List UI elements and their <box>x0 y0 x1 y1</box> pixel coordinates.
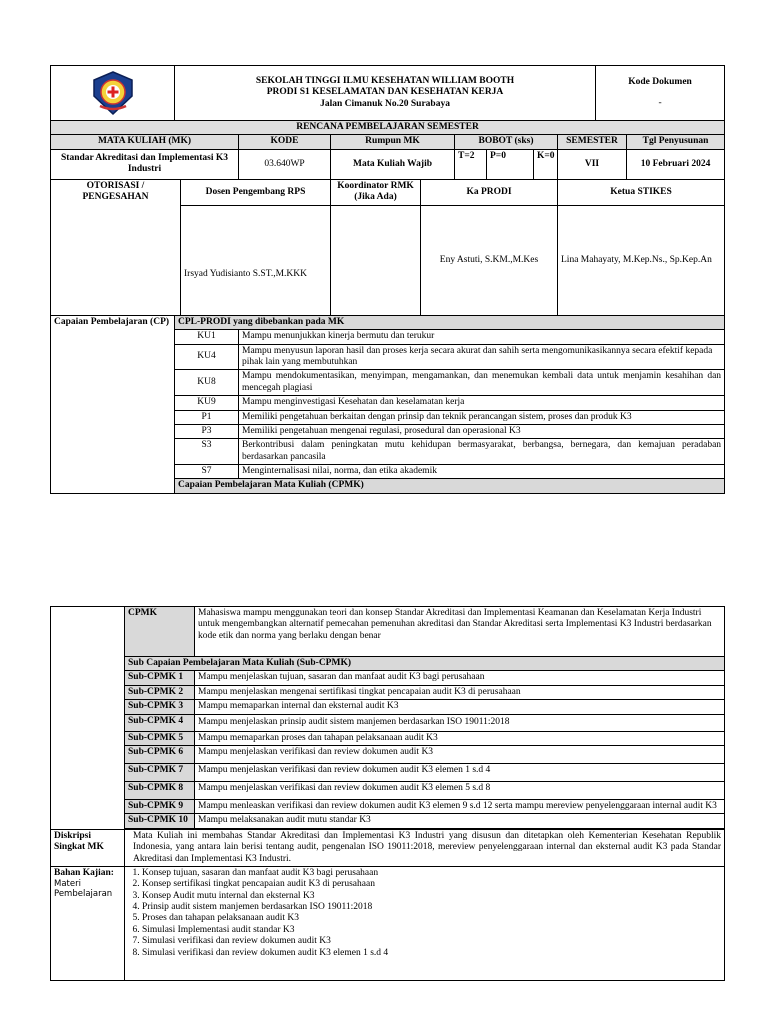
bahan-list <box>128 868 721 959</box>
cpl-code: P3 <box>175 424 239 438</box>
logo-cell <box>51 66 175 121</box>
col-rumpun: Rumpun MK <box>331 135 455 149</box>
sub-cpmk-header: Sub Capaian Pembelajaran Mata Kuliah (Sub-CPMK) <box>125 657 725 671</box>
cpl-text: Menginternalisasi nilai, norma, dan etika akademik <box>239 465 725 479</box>
dosen-label: Dosen Pengembang RPS <box>181 179 331 205</box>
cpmk-header: Capaian Pembelajaran Mata Kuliah (CPMK) <box>175 479 725 493</box>
list-item: 1. Konsep tujuan, sasaran dan manfaat audit K3 bagi perusahaan <box>142 868 721 879</box>
cp-label-continued <box>51 607 125 830</box>
col-mata-kuliah: MATA KULIAH (MK) <box>51 135 239 149</box>
bahan-list-cell <box>125 866 725 980</box>
institution-logo <box>54 67 171 119</box>
cpl-code: KU1 <box>175 330 239 344</box>
course-semester: VII <box>558 149 627 179</box>
cpmk-text: Mahasiswa mampu menggunakan teori dan konsep Standar Akreditasi dan Implementasi Keamanan dan Keselamatan Kerja Industri untuk mengembangkan alternatif pemecahan pemenuhan akreditasi dan Standar Akreditasi serta Implementasi K3 Industri berdasarkan kode etik dan norma yang berlaku dengan benar <box>195 607 725 657</box>
sub-cpmk-text: Mampu menjelaskan tujuan, sasaran dan manfaat audit K3 bagi perusahaan <box>195 671 725 685</box>
cpl-text: Mampu menginvestigasi Kesehatan dan keselamatan kerja <box>239 396 725 410</box>
col-tgl: Tgl Penyusunan <box>627 135 725 149</box>
cp-label: Capaian Pembelajaran (CP) <box>51 315 175 493</box>
course-date: 10 Februari 2024 <box>627 149 725 179</box>
desc-label: Diskripsi Singkat MK <box>51 829 125 866</box>
cpl-code: S7 <box>175 465 239 479</box>
koordinator-label: Koordinator RMK (Jika Ada) <box>331 179 421 205</box>
auth-label: OTORISASI / PENGESAHAN <box>51 179 181 315</box>
ketua-label: Ketua STIKES <box>558 179 725 205</box>
rps-header-table <box>50 65 725 494</box>
dosen-signature: Irsyad Yudisianto S.ST.,M.KKK <box>181 205 331 315</box>
bobot-t: T=2 <box>455 149 487 179</box>
sub-cpmk-text: Mampu memaparkan proses dan tahapan pelaksanaan audit K3 <box>195 731 725 745</box>
cpl-code: S3 <box>175 439 239 465</box>
sub-cpmk-text: Mampu menjelaskan verifikasi dan review dokumen audit K3 <box>195 745 725 763</box>
list-item: 4. Prinsip audit sistem manjemen berdasarkan ISO 19011:2018 <box>142 902 721 913</box>
col-semester: SEMESTER <box>558 135 627 149</box>
institution-title-cell <box>175 66 596 121</box>
course-code: 03.640WP <box>239 149 331 179</box>
doc-code-cell <box>596 66 725 121</box>
sub-cpmk-code: Sub-CPMK 9 <box>125 799 195 813</box>
institution-address: Jalan Cimanuk No.20 Surabaya <box>320 98 450 109</box>
rps-cpmk-table <box>50 606 725 981</box>
bahan-label-cell <box>51 866 125 980</box>
doc-code-label: Kode Dokumen <box>628 76 692 87</box>
cpl-text: Mampu mendokumentasikan, menyimpan, mengamankan, dan menemukan kembali data untuk menjamin kesahihan dan mencegah plagiasi <box>239 370 725 396</box>
program-name: PRODI S1 KESELAMATAN DAN KESEHATAN KERJA <box>266 87 504 98</box>
cpl-text: Mampu menyusun laporan hasil dan proses kerja secara akurat dan sahih serta mengomunikasikannya secara efektif kepada pihak lain yang membutuhkan <box>239 344 725 370</box>
sub-cpmk-code: Sub-CPMK 5 <box>125 731 195 745</box>
cpl-text: Memiliki pengetahuan berkaitan dengan prinsip dan teknik perancangan sistem, proses dan produk K3 <box>239 410 725 424</box>
cpl-code: KU9 <box>175 396 239 410</box>
sub-cpmk-code: Sub-CPMK 1 <box>125 671 195 685</box>
sub-cpmk-text: Mampu menleaskan verifikasi dan review dokumen audit K3 elemen 9 s.d 12 serta mampu mereview penyelenggaraan internal audit K3 <box>195 799 725 813</box>
col-bobot: BOBOT (sks) <box>455 135 558 149</box>
shield-logo-icon <box>90 70 136 116</box>
cpl-text: Memiliki pengetahuan mengenai regulasi, prosedural dan operasional K3 <box>239 424 725 438</box>
sub-cpmk-text: Mampu menjelaskan verifikasi dan review dokumen audit K3 elemen 1 s.d 4 <box>195 763 725 781</box>
list-item: 6. Simulasi Implementasi audit standar K3 <box>142 925 721 936</box>
course-name: Standar Akreditasi dan Implementasi K3 Industri <box>51 149 239 179</box>
list-item: 2. Konsep sertifikasi tingkat pencapaian audit K3 di perusahaan <box>142 879 721 890</box>
cpl-code: KU8 <box>175 370 239 396</box>
doc-code-value: - <box>658 98 662 108</box>
sub-cpmk-text: Mampu menjelaskan verifikasi dan review dokumen audit K3 elemen 5 s.d 8 <box>195 781 725 799</box>
sub-cpmk-code: Sub-CPMK 8 <box>125 781 195 799</box>
bobot-p: P=0 <box>487 149 534 179</box>
col-kode: KODE <box>239 135 331 149</box>
list-item: 8. Simulasi verifikasi dan review dokumen audit K3 elemen 1 s.d 4 <box>142 948 721 959</box>
koordinator-signature <box>331 205 421 315</box>
course-rumpun: Mata Kuliah Wajib <box>331 149 455 179</box>
cpl-header: CPL-PRODI yang dibebankan pada MK <box>175 315 725 329</box>
cpl-code: P1 <box>175 410 239 424</box>
desc-text: Mata Kuliah ini membahas Standar Akreditasi dan Implementasi K3 Industri yang disusun dan ditetapkan oleh Kementerian Kesehatan Republik Indonesia, yang antara lain berisi tentang audit, pengenalan ISO 19011:2018, mereview penyelenggaraan internal dan eksternal audit K3 pada Standar Akreditasi dan Implementasi K3 Industri. <box>125 829 725 866</box>
list-item: 3. Konsep Audit mutu internal dan eksternal K3 <box>142 891 721 902</box>
bobot-k: K=0 <box>534 149 558 179</box>
cpl-text: Mampu menunjukkan kinerja bermutu dan terukur <box>239 330 725 344</box>
ketua-signature: Lina Mahayaty, M.Kep.Ns., Sp.Kep.An <box>558 205 725 315</box>
list-item: 5. Proses dan tahapan pelaksanaan audit K3 <box>142 913 721 924</box>
sub-cpmk-text: Mampu menjelaskan mengenai sertifikasi tingkat pencapaian audit K3 di perusahaan <box>195 685 725 699</box>
cpmk-label: CPMK <box>125 607 195 657</box>
kaprodi-label: Ka PRODI <box>421 179 558 205</box>
bahan-label: Bahan Kajian: <box>54 867 114 878</box>
sub-cpmk-code: Sub-CPMK 3 <box>125 700 195 714</box>
sub-cpmk-code: Sub-CPMK 4 <box>125 714 195 731</box>
institution-name: SEKOLAH TINGGI ILMU KESEHATAN WILLIAM BOOTH <box>255 75 515 86</box>
sub-cpmk-code: Sub-CPMK 10 <box>125 814 195 828</box>
rps-title: RENCANA PEMBELAJARAN SEMESTER <box>51 121 725 135</box>
cpl-text: Berkontribusi dalam peningkatan mutu kehidupan bermasyarakat, berbangsa, bernegara, dan kemajuan peradaban berdasarkan pancasila <box>239 439 725 465</box>
list-item: 7. Simulasi verifikasi dan review dokumen audit K3 <box>142 936 721 947</box>
sub-cpmk-code: Sub-CPMK 7 <box>125 763 195 781</box>
sub-cpmk-text: Mampu menjelaskan prinsip audit sistem manjemen berdasarkan ISO 19011:2018 <box>195 714 725 731</box>
sub-cpmk-text: Mampu melaksanakan audit mutu standar K3 <box>195 814 725 828</box>
kaprodi-signature: Eny Astuti, S.KM.,M.Kes <box>421 205 558 315</box>
sub-cpmk-code: Sub-CPMK 2 <box>125 685 195 699</box>
sub-cpmk-text: Mampu memaparkan internal dan eksternal audit K3 <box>195 700 725 714</box>
cpl-code: KU4 <box>175 344 239 370</box>
bahan-sublabel: Materi Pembelajaran <box>54 879 113 900</box>
sub-cpmk-code: Sub-CPMK 6 <box>125 745 195 763</box>
